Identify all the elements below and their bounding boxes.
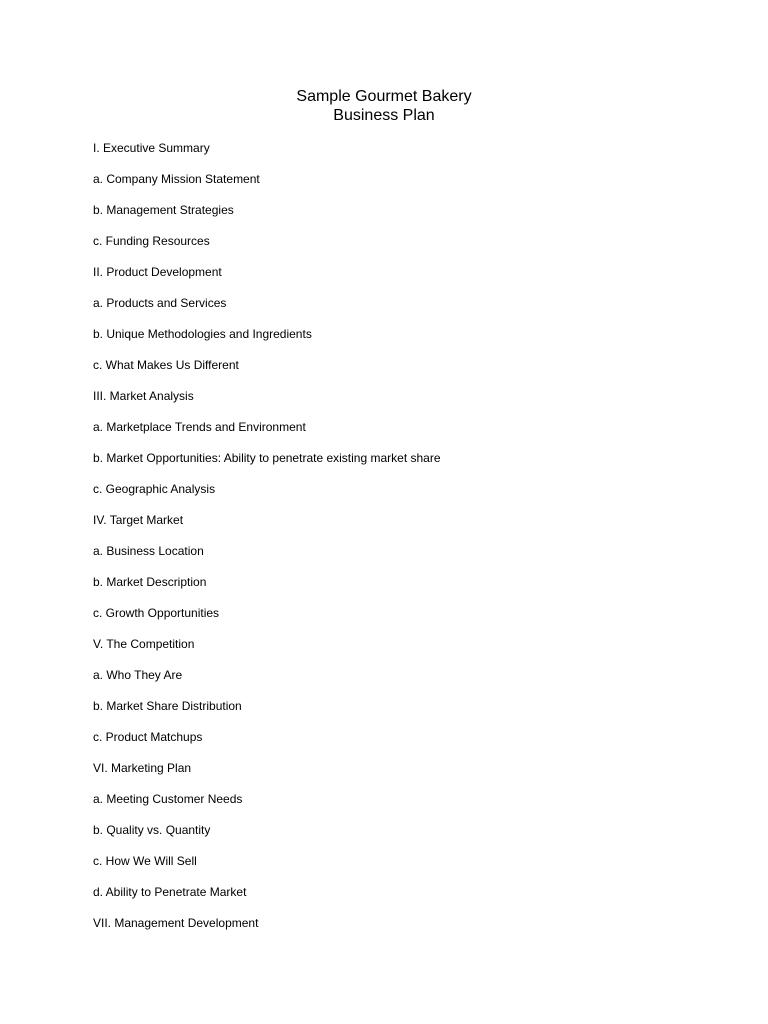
outline-section-heading: II. Product Development — [93, 265, 222, 279]
outline-subitem: a. Who They Are — [93, 668, 183, 682]
outline-subitem: a. Marketplace Trends and Environment — [93, 420, 306, 434]
outline-subitem: a. Business Location — [93, 544, 204, 558]
outline-subitem: c. Funding Resources — [93, 234, 210, 248]
outline-subitem: c. Growth Opportunities — [93, 606, 220, 620]
outline-subitem: c. What Makes Us Different — [93, 358, 239, 372]
outline-section-heading: V. The Competition — [93, 637, 195, 651]
title-line-1: Sample Gourmet Bakery — [296, 88, 472, 105]
outline-section-heading: IV. Target Market — [93, 513, 184, 527]
title-line-2: Business Plan — [333, 107, 435, 124]
outline-subitem: a. Company Mission Statement — [93, 172, 260, 186]
outline-subitem: b. Unique Methodologies and Ingredients — [93, 327, 312, 341]
outline-section-heading: III. Market Analysis — [93, 389, 194, 403]
outline-subitem: b. Market Opportunities: Ability to penetrate existing market share — [93, 451, 441, 465]
outline-subitem: d. Ability to Penetrate Market — [93, 885, 247, 899]
outline-subitem: c. How We Will Sell — [93, 854, 197, 868]
outline-section-heading: I. Executive Summary — [93, 141, 210, 155]
outline-subitem: a. Meeting Customer Needs — [93, 792, 243, 806]
document-title — [0, 87, 768, 125]
outline-subitem: b. Market Description — [93, 575, 207, 589]
outline-subitem: b. Market Share Distribution — [93, 699, 242, 713]
outline-section-heading: VI. Marketing Plan — [93, 761, 192, 775]
outline-subitem: b. Management Strategies — [93, 203, 234, 217]
outline-section-heading: VII. Management Development — [93, 916, 259, 930]
outline-subitem: a. Products and Services — [93, 296, 227, 310]
outline-subitem: c. Product Matchups — [93, 730, 203, 744]
outline-list — [93, 140, 441, 946]
outline-subitem: b. Quality vs. Quantity — [93, 823, 211, 837]
outline-subitem: c. Geographic Analysis — [93, 482, 216, 496]
